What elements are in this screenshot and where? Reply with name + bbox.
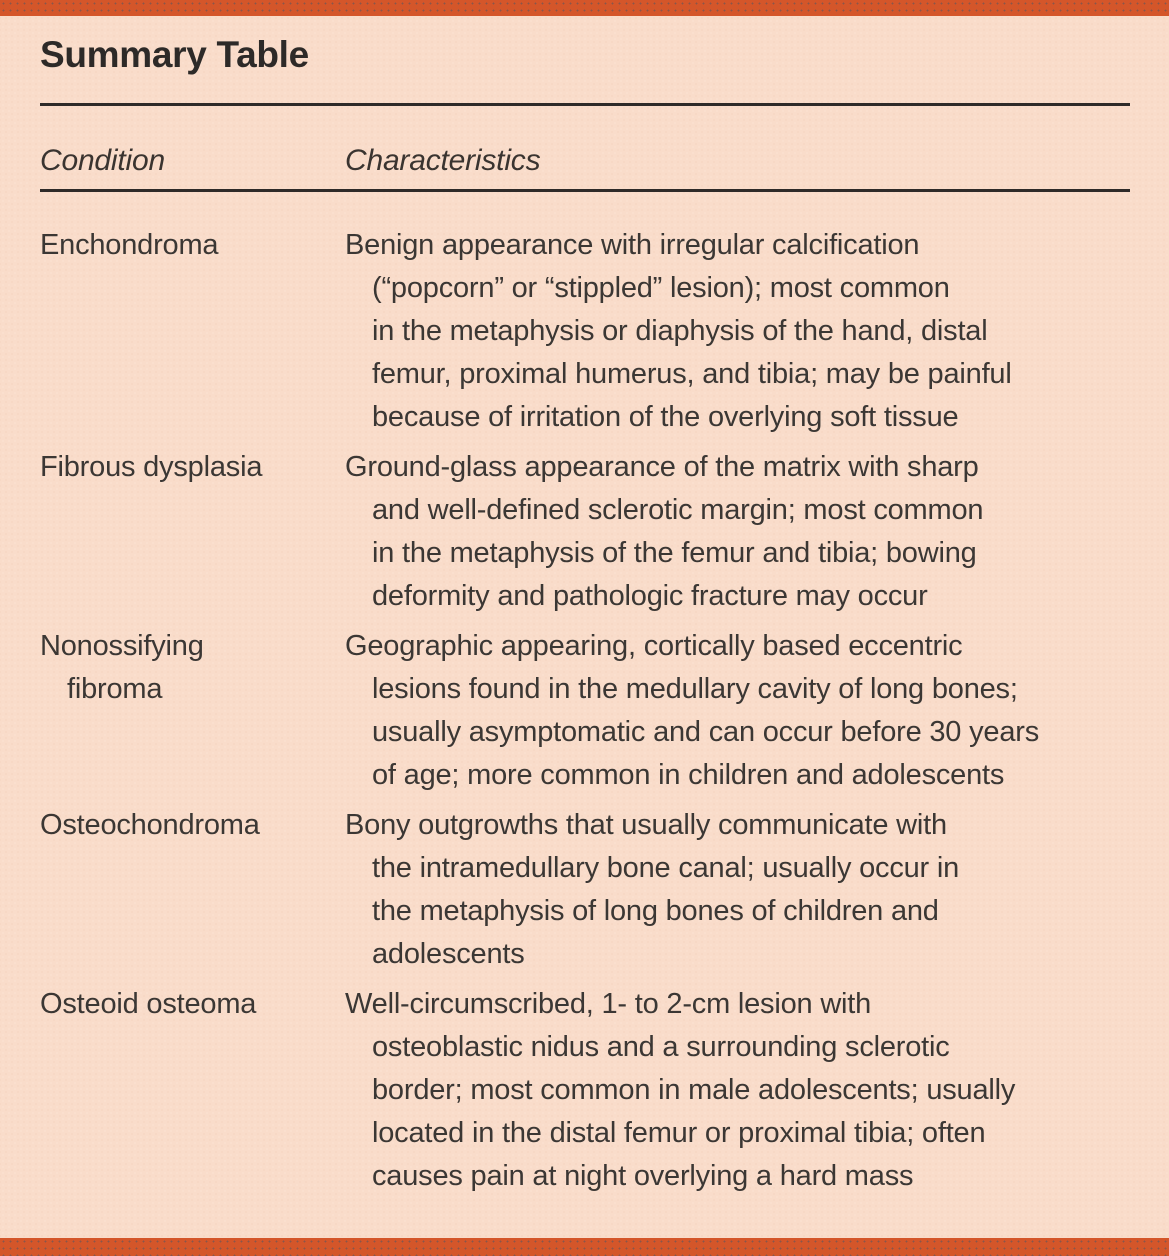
characteristics-cell — [345, 446, 1130, 618]
column-header-characteristics: Characteristics — [345, 144, 541, 177]
characteristics-text-line: Ground-glass appearance of the matrix with sharp — [345, 451, 979, 483]
characteristics-text-line: Well-circumscribed, 1- to 2-cm lesion with — [345, 988, 872, 1020]
condition-cell — [40, 625, 345, 797]
condition-text-line: fibroma — [67, 673, 163, 705]
table-content — [0, 32, 1169, 1198]
condition-cell — [40, 983, 345, 1198]
characteristics-text-line: of age; more common in children and adolescents — [372, 759, 1005, 791]
column-headers — [40, 142, 1130, 179]
characteristics-text-line: because of irritation of the overlying soft tissue — [372, 401, 959, 433]
characteristics-text-line: the intramedullary bone canal; usually occur in — [372, 852, 960, 884]
characteristics-cell — [345, 983, 1130, 1198]
bottom-accent-bar — [0, 1238, 1169, 1256]
characteristics-text-line: (“popcorn” or “stippled” lesion); most common — [372, 272, 950, 304]
condition-cell — [40, 224, 345, 439]
characteristics-text-line: Benign appearance with irregular calcification — [345, 229, 920, 261]
characteristics-text-line: border; most common in male adolescents; usually — [372, 1074, 1016, 1106]
characteristics-text-line: deformity and pathologic fracture may occur — [372, 580, 928, 612]
condition-text-line: Enchondroma — [40, 229, 219, 261]
top-accent-bar — [0, 0, 1169, 16]
characteristics-cell — [345, 804, 1130, 976]
characteristics-text-line: and well-defined sclerotic margin; most common — [372, 494, 984, 526]
table-row — [40, 983, 1130, 1198]
condition-cell — [40, 446, 345, 618]
characteristics-cell — [345, 625, 1130, 797]
table-row — [40, 625, 1130, 797]
characteristics-text-line: femur, proximal humerus, and tibia; may be painful — [372, 358, 1012, 390]
title-divider — [40, 103, 1130, 106]
characteristics-text-line: adolescents — [372, 938, 525, 970]
condition-cell — [40, 804, 345, 976]
characteristics-text-line: in the metaphysis of the femur and tibia; bowing — [372, 537, 977, 569]
condition-text-line: Nonossifying — [40, 630, 204, 662]
characteristics-text-line: located in the distal femur or proximal tibia; often — [372, 1117, 986, 1149]
table-body — [40, 192, 1130, 1198]
characteristics-text-line: in the metaphysis or diaphysis of the hand, distal — [372, 315, 988, 347]
characteristics-text-line: usually asymptomatic and can occur before 30 years — [372, 716, 1040, 748]
column-header-condition: Condition — [40, 144, 165, 177]
characteristics-cell — [345, 224, 1130, 439]
characteristics-text-line: osteoblastic nidus and a surrounding sclerotic — [372, 1031, 950, 1063]
table-row — [40, 224, 1130, 439]
characteristics-text-line: causes pain at night overlying a hard mass — [372, 1160, 914, 1192]
condition-text-line: Osteoid osteoma — [40, 988, 257, 1020]
table-row — [40, 804, 1130, 976]
page-title: Summary Table — [40, 34, 309, 75]
condition-text-line: Fibrous dysplasia — [40, 451, 263, 483]
table-row — [40, 446, 1130, 618]
characteristics-text-line: lesions found in the medullary cavity of long bones; — [372, 673, 1018, 705]
characteristics-text-line: Bony outgrowths that usually communicate with — [345, 809, 947, 841]
condition-text-line: Osteochondroma — [40, 809, 260, 841]
characteristics-text-line: the metaphysis of long bones of children and — [372, 895, 939, 927]
characteristics-text-line: Geographic appearing, cortically based eccentric — [345, 630, 963, 662]
